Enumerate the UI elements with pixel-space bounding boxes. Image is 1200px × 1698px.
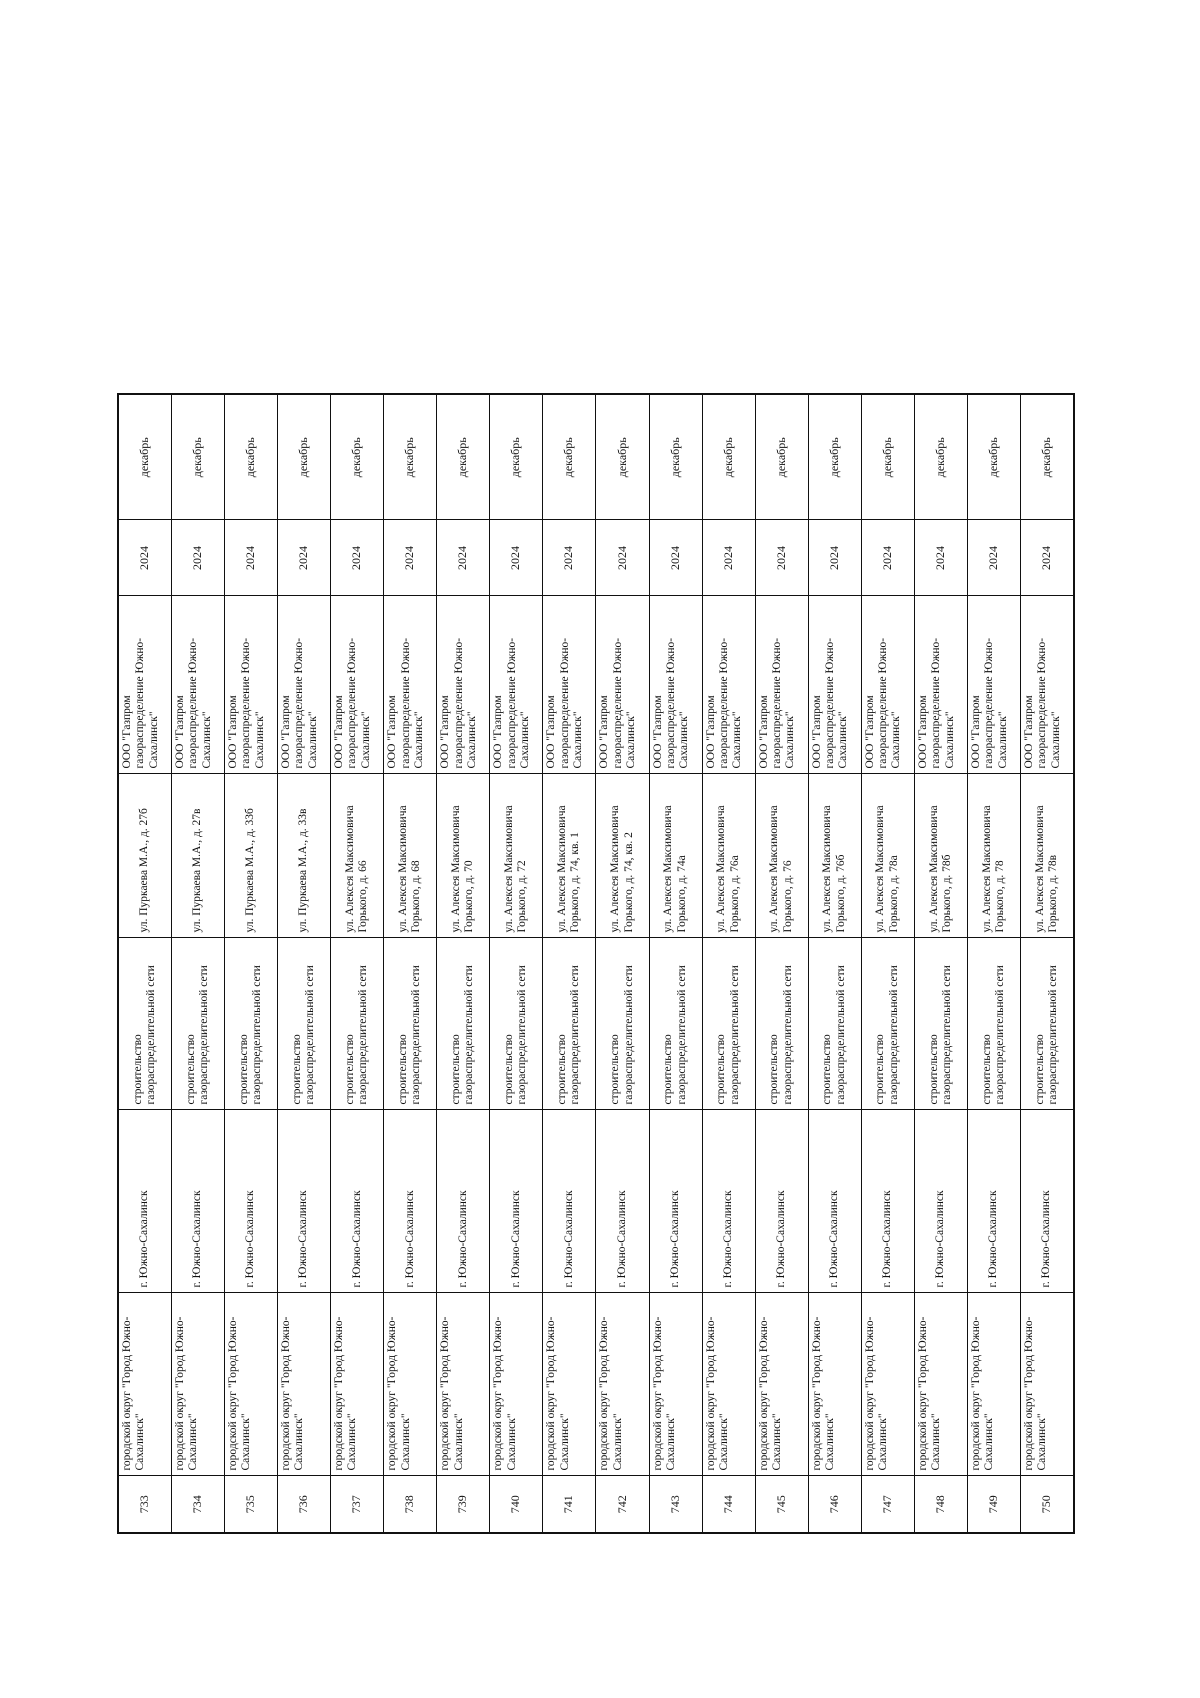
row-number: 750 xyxy=(1020,1476,1073,1532)
year-cell: 2024 xyxy=(490,520,543,596)
settlement-cell: г. Южно-Сахалинск xyxy=(225,1110,278,1293)
year-cell: 2024 xyxy=(808,520,861,596)
year-cell: 2024 xyxy=(331,520,384,596)
district-cell: городской округ "Город Южно-Сахалинск" xyxy=(1020,1293,1073,1476)
row-number: 742 xyxy=(596,1476,649,1532)
table-row xyxy=(119,395,171,1532)
district-cell: городской округ "Город Южно-Сахалинск" xyxy=(543,1293,596,1476)
organization-cell: ООО "Газпром газораспределение Южно-Сахалинск" xyxy=(331,596,384,774)
row-number: 741 xyxy=(543,1476,596,1532)
year-cell: 2024 xyxy=(437,520,490,596)
work-type-cell: строительство газораспределительной сети xyxy=(437,938,490,1110)
organization-cell: ООО "Газпром газораспределение Южно-Сахалинск" xyxy=(278,596,331,774)
month-cell: декабрь xyxy=(437,395,490,520)
row-number: 746 xyxy=(808,1476,861,1532)
work-type-cell: строительство газораспределительной сети xyxy=(490,938,543,1110)
settlement-cell: г. Южно-Сахалинск xyxy=(1020,1110,1073,1293)
year-cell: 2024 xyxy=(278,520,331,596)
work-type-cell: строительство газораспределительной сети xyxy=(808,938,861,1110)
organization-cell: ООО "Газпром газораспределение Южно-Сахалинск" xyxy=(384,596,437,774)
organization-cell: ООО "Газпром газораспределение Южно-Сахалинск" xyxy=(225,596,278,774)
settlement-cell: г. Южно-Сахалинск xyxy=(861,1110,914,1293)
month-cell: декабрь xyxy=(649,395,702,520)
work-type-cell: строительство газораспределительной сети xyxy=(331,938,384,1110)
rotated-table-content xyxy=(119,395,1073,1532)
organization-cell: ООО "Газпром газораспределение Южно-Сахалинск" xyxy=(967,596,1020,774)
month-cell: декабрь xyxy=(225,395,278,520)
organization-cell: ООО "Газпром газораспределение Южно-Сахалинск" xyxy=(596,596,649,774)
year-cell: 2024 xyxy=(702,520,755,596)
table-row xyxy=(596,395,649,1532)
address-cell: ул. Пуркаева М.А., д. 27б xyxy=(119,774,171,938)
row-number: 743 xyxy=(649,1476,702,1532)
settlement-cell: г. Южно-Сахалинск xyxy=(331,1110,384,1293)
address-cell: ул. Алексея Максимовича Горького, д. 68 xyxy=(384,774,437,938)
row-number: 744 xyxy=(702,1476,755,1532)
table-body xyxy=(119,395,1073,1532)
schedule-table xyxy=(119,395,1073,1532)
district-cell: городской округ "Город Южно-Сахалинск" xyxy=(225,1293,278,1476)
address-cell: ул. Алексея Максимовича Горького, д. 66 xyxy=(331,774,384,938)
row-number: 733 xyxy=(119,1476,171,1532)
month-cell: декабрь xyxy=(543,395,596,520)
row-number: 737 xyxy=(331,1476,384,1532)
organization-cell: ООО "Газпром газораспределение Южно-Сахалинск" xyxy=(490,596,543,774)
work-type-cell: строительство газораспределительной сети xyxy=(543,938,596,1110)
organization-cell: ООО "Газпром газораспределение Южно-Сахалинск" xyxy=(914,596,967,774)
district-cell: городской округ "Город Южно-Сахалинск" xyxy=(808,1293,861,1476)
gasification-plan-table xyxy=(117,393,1075,1534)
table-row xyxy=(702,395,755,1532)
settlement-cell: г. Южно-Сахалинск xyxy=(171,1110,224,1293)
settlement-cell: г. Южно-Сахалинск xyxy=(278,1110,331,1293)
address-cell: ул. Алексея Максимовича Горького, д. 78в xyxy=(1020,774,1073,938)
organization-cell: ООО "Газпром газораспределение Южно-Сахалинск" xyxy=(755,596,808,774)
work-type-cell: строительство газораспределительной сети xyxy=(384,938,437,1110)
work-type-cell: строительство газораспределительной сети xyxy=(702,938,755,1110)
district-cell: городской округ "Город Южно-Сахалинск" xyxy=(119,1293,171,1476)
settlement-cell: г. Южно-Сахалинск xyxy=(649,1110,702,1293)
row-number: 738 xyxy=(384,1476,437,1532)
table-row xyxy=(225,395,278,1532)
settlement-cell: г. Южно-Сахалинск xyxy=(384,1110,437,1293)
year-cell: 2024 xyxy=(914,520,967,596)
table-row xyxy=(755,395,808,1532)
month-cell: декабрь xyxy=(861,395,914,520)
settlement-cell: г. Южно-Сахалинск xyxy=(490,1110,543,1293)
year-cell: 2024 xyxy=(649,520,702,596)
district-cell: городской округ "Город Южно-Сахалинск" xyxy=(171,1293,224,1476)
table-row xyxy=(914,395,967,1532)
address-cell: ул. Алексея Максимовича Горького, д. 76а xyxy=(702,774,755,938)
row-number: 749 xyxy=(967,1476,1020,1532)
settlement-cell: г. Южно-Сахалинск xyxy=(914,1110,967,1293)
month-cell: декабрь xyxy=(278,395,331,520)
settlement-cell: г. Южно-Сахалинск xyxy=(437,1110,490,1293)
settlement-cell: г. Южно-Сахалинск xyxy=(967,1110,1020,1293)
work-type-cell: строительство газораспределительной сети xyxy=(967,938,1020,1110)
settlement-cell: г. Южно-Сахалинск xyxy=(596,1110,649,1293)
table-row xyxy=(543,395,596,1532)
year-cell: 2024 xyxy=(543,520,596,596)
month-cell: декабрь xyxy=(914,395,967,520)
month-cell: декабрь xyxy=(755,395,808,520)
table-row xyxy=(171,395,224,1532)
settlement-cell: г. Южно-Сахалинск xyxy=(543,1110,596,1293)
address-cell: ул. Алексея Максимовича Горького, д. 74а xyxy=(649,774,702,938)
table-row xyxy=(861,395,914,1532)
address-cell: ул. Алексея Максимовича Горького, д. 74, кв. 1 xyxy=(543,774,596,938)
year-cell: 2024 xyxy=(755,520,808,596)
month-cell: декабрь xyxy=(808,395,861,520)
address-cell: ул. Алексея Максимовича Горького, д. 78б xyxy=(914,774,967,938)
row-number: 739 xyxy=(437,1476,490,1532)
organization-cell: ООО "Газпром газораспределение Южно-Сахалинск" xyxy=(808,596,861,774)
row-number: 748 xyxy=(914,1476,967,1532)
month-cell: декабрь xyxy=(596,395,649,520)
district-cell: городской округ "Город Южно-Сахалинск" xyxy=(755,1293,808,1476)
organization-cell: ООО "Газпром газораспределение Южно-Сахалинск" xyxy=(649,596,702,774)
table-row xyxy=(967,395,1020,1532)
district-cell: городской округ "Город Южно-Сахалинск" xyxy=(437,1293,490,1476)
settlement-cell: г. Южно-Сахалинск xyxy=(808,1110,861,1293)
organization-cell: ООО "Газпром газораспределение Южно-Сахалинск" xyxy=(702,596,755,774)
year-cell: 2024 xyxy=(596,520,649,596)
year-cell: 2024 xyxy=(861,520,914,596)
address-cell: ул. Пуркаева М.А., д. 33в xyxy=(278,774,331,938)
work-type-cell: строительство газораспределительной сети xyxy=(1020,938,1073,1110)
work-type-cell: строительство газораспределительной сети xyxy=(225,938,278,1110)
row-number: 740 xyxy=(490,1476,543,1532)
month-cell: декабрь xyxy=(490,395,543,520)
month-cell: декабрь xyxy=(171,395,224,520)
address-cell: ул. Алексея Максимовича Горького, д. 74, кв. 2 xyxy=(596,774,649,938)
address-cell: ул. Алексея Максимовича Горького, д. 78а xyxy=(861,774,914,938)
work-type-cell: строительство газораспределительной сети xyxy=(596,938,649,1110)
row-number: 734 xyxy=(171,1476,224,1532)
work-type-cell: строительство газораспределительной сети xyxy=(755,938,808,1110)
month-cell: декабрь xyxy=(702,395,755,520)
settlement-cell: г. Южно-Сахалинск xyxy=(119,1110,171,1293)
month-cell: декабрь xyxy=(119,395,171,520)
address-cell: ул. Пуркаева М.А., д. 27в xyxy=(171,774,224,938)
district-cell: городской округ "Город Южно-Сахалинск" xyxy=(596,1293,649,1476)
organization-cell: ООО "Газпром газораспределение Южно-Сахалинск" xyxy=(861,596,914,774)
month-cell: декабрь xyxy=(331,395,384,520)
settlement-cell: г. Южно-Сахалинск xyxy=(755,1110,808,1293)
address-cell: ул. Алексея Максимовича Горького, д. 78 xyxy=(967,774,1020,938)
district-cell: городской округ "Город Южно-Сахалинск" xyxy=(967,1293,1020,1476)
year-cell: 2024 xyxy=(384,520,437,596)
table-row xyxy=(437,395,490,1532)
organization-cell: ООО "Газпром газораспределение Южно-Сахалинск" xyxy=(437,596,490,774)
organization-cell: ООО "Газпром газораспределение Южно-Сахалинск" xyxy=(171,596,224,774)
district-cell: городской округ "Город Южно-Сахалинск" xyxy=(331,1293,384,1476)
table-row xyxy=(384,395,437,1532)
month-cell: декабрь xyxy=(967,395,1020,520)
year-cell: 2024 xyxy=(967,520,1020,596)
row-number: 747 xyxy=(861,1476,914,1532)
year-cell: 2024 xyxy=(119,520,171,596)
table-row xyxy=(278,395,331,1532)
table-row xyxy=(1020,395,1073,1532)
work-type-cell: строительство газораспределительной сети xyxy=(861,938,914,1110)
row-number: 735 xyxy=(225,1476,278,1532)
year-cell: 2024 xyxy=(171,520,224,596)
work-type-cell: строительство газораспределительной сети xyxy=(914,938,967,1110)
district-cell: городской округ "Город Южно-Сахалинск" xyxy=(384,1293,437,1476)
district-cell: городской округ "Город Южно-Сахалинск" xyxy=(490,1293,543,1476)
year-cell: 2024 xyxy=(1020,520,1073,596)
row-number: 736 xyxy=(278,1476,331,1532)
settlement-cell: г. Южно-Сахалинск xyxy=(702,1110,755,1293)
work-type-cell: строительство газораспределительной сети xyxy=(649,938,702,1110)
table-row xyxy=(649,395,702,1532)
address-cell: ул. Алексея Максимовича Горького, д. 76 xyxy=(755,774,808,938)
district-cell: городской округ "Город Южно-Сахалинск" xyxy=(914,1293,967,1476)
organization-cell: ООО "Газпром газораспределение Южно-Сахалинск" xyxy=(119,596,171,774)
district-cell: городской округ "Город Южно-Сахалинск" xyxy=(702,1293,755,1476)
address-cell: ул. Алексея Максимовича Горького, д. 70 xyxy=(437,774,490,938)
table-row xyxy=(808,395,861,1532)
table-row xyxy=(490,395,543,1532)
year-cell: 2024 xyxy=(225,520,278,596)
organization-cell: ООО "Газпром газораспределение Южно-Сахалинск" xyxy=(543,596,596,774)
month-cell: декабрь xyxy=(1020,395,1073,520)
work-type-cell: строительство газораспределительной сети xyxy=(119,938,171,1110)
month-cell: декабрь xyxy=(384,395,437,520)
organization-cell: ООО "Газпром газораспределение Южно-Сахалинск" xyxy=(1020,596,1073,774)
district-cell: городской округ "Город Южно-Сахалинск" xyxy=(649,1293,702,1476)
district-cell: городской округ "Город Южно-Сахалинск" xyxy=(861,1293,914,1476)
table-row xyxy=(331,395,384,1532)
work-type-cell: строительство газораспределительной сети xyxy=(278,938,331,1110)
address-cell: ул. Пуркаева М.А., д. 33б xyxy=(225,774,278,938)
work-type-cell: строительство газораспределительной сети xyxy=(171,938,224,1110)
row-number: 745 xyxy=(755,1476,808,1532)
address-cell: ул. Алексея Максимовича Горького, д. 76б xyxy=(808,774,861,938)
district-cell: городской округ "Город Южно-Сахалинск" xyxy=(278,1293,331,1476)
address-cell: ул. Алексея Максимовича Горького, д. 72 xyxy=(490,774,543,938)
